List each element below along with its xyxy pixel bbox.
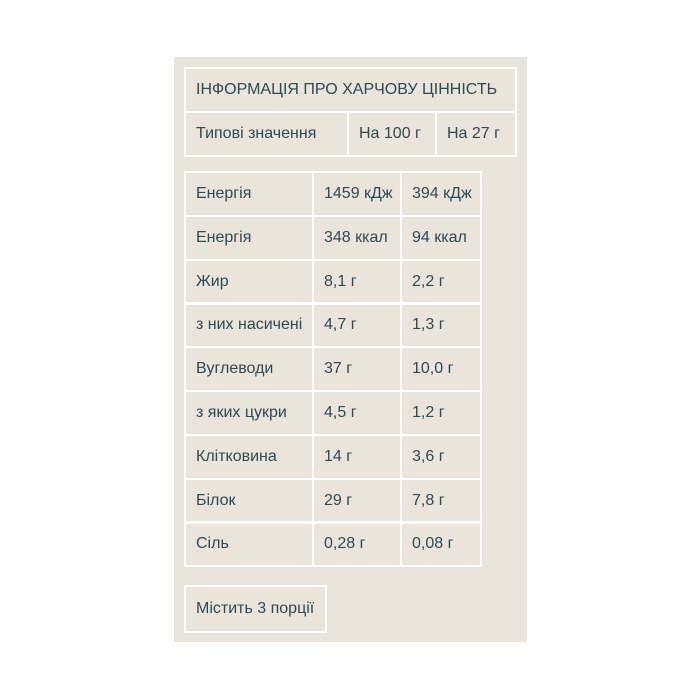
value-per-serving: 0,08 г xyxy=(400,521,482,567)
nutrient-name: Білок xyxy=(184,478,314,524)
value-per-serving: 7,8 г xyxy=(400,478,482,524)
value-per-serving: 394 кДж xyxy=(400,171,482,217)
value-per-100g: 1459 кДж xyxy=(312,171,402,217)
header-per-100g: На 100 г xyxy=(347,111,437,157)
value-per-serving: 1,2 г xyxy=(400,390,482,436)
value-per-serving: 3,6 г xyxy=(400,434,482,480)
value-per-100g: 14 г xyxy=(312,434,402,480)
value-per-100g: 37 г xyxy=(312,346,402,392)
nutrient-name: Жир xyxy=(184,259,314,305)
nutrient-name: Клітковина xyxy=(184,434,314,480)
value-per-100g: 4,7 г xyxy=(312,302,402,348)
header-typical-values: Типові значення xyxy=(184,111,349,157)
nutrient-name: з них насичені xyxy=(184,302,314,348)
nutrient-name: Енергія xyxy=(184,171,314,217)
value-per-serving: 94 ккал xyxy=(400,215,482,261)
nutrient-name: Вуглеводи xyxy=(184,346,314,392)
value-per-100g: 4,5 г xyxy=(312,390,402,436)
value-per-serving: 10,0 г xyxy=(400,346,482,392)
value-per-100g: 8,1 г xyxy=(312,259,402,305)
nutrient-name: Сіль xyxy=(184,521,314,567)
value-per-serving: 2,2 г xyxy=(400,259,482,305)
nutrition-title: ІНФОРМАЦІЯ ПРО ХАРЧОВУ ЦІННІСТЬ xyxy=(184,67,517,113)
value-per-100g: 29 г xyxy=(312,478,402,524)
nutrition-panel xyxy=(174,57,527,642)
nutrient-name: Енергія xyxy=(184,215,314,261)
servings-note: Містить 3 порції xyxy=(184,585,327,633)
value-per-100g: 348 ккал xyxy=(312,215,402,261)
nutrient-name: з яких цукри xyxy=(184,390,314,436)
header-per-serving: На 27 г xyxy=(435,111,517,157)
value-per-serving: 1,3 г xyxy=(400,302,482,348)
value-per-100g: 0,28 г xyxy=(312,521,402,567)
